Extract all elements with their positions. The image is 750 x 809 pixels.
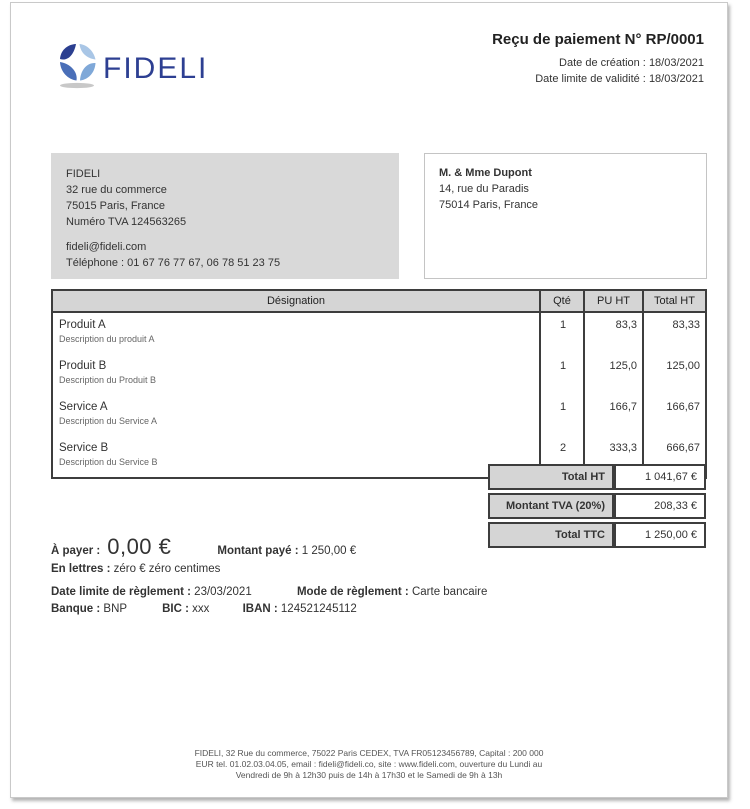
item-name: Produit B (59, 360, 107, 372)
item-name: Produit A (59, 319, 106, 331)
customer-address-line1: 14, rue du Paradis (439, 183, 529, 195)
seller-address-box (51, 153, 399, 279)
amount-in-words-label: En lettres : (51, 563, 111, 575)
payment-mode-label: Mode de règlement : (296, 586, 409, 598)
item-designation-cell (52, 436, 540, 478)
bank-label: Banque : (51, 603, 101, 615)
creation-date-value: 18/03/2021 (648, 57, 704, 69)
item-pu: 83,3 (584, 312, 643, 354)
footer-line-3: Vendredi de 9h à 12h30 puis de 14h à 17h30 et le Samedi de 9h à 13h (235, 770, 503, 780)
company-logo (57, 41, 208, 94)
footer-line-1: FIDELI, 32 Rue du commerce, 75022 Paris CEDEX, TVA FR05123456789, Capital : 200 000 (194, 748, 544, 758)
item-name: Service B (59, 442, 109, 454)
col-total-ht: Total HT (643, 290, 706, 312)
payment-mode-group (297, 586, 487, 598)
seller-tva: Numéro TVA 124563265 (66, 216, 187, 228)
amount-in-words-value: zéro € zéro centimes (113, 563, 221, 575)
item-description: Description du Service A (59, 416, 158, 426)
totals-row (488, 493, 706, 519)
amount-due-value: 0,00 € (107, 534, 172, 559)
total-label: Total HT (488, 464, 614, 490)
amount-paid-value: 1 250,00 € (301, 545, 357, 557)
seller-name: FIDELI (66, 168, 101, 180)
bic-group (162, 603, 213, 615)
item-qty: 2 (540, 436, 584, 478)
footer-line-2: EUR tel. 01.02.03.04.05, email : fideli@fideli.co, site : www.fideli.com, ouverture du Lundi au (195, 759, 543, 769)
col-designation: Désignation (52, 290, 540, 312)
amount-paid-group (217, 545, 356, 557)
item-designation-cell (52, 395, 540, 436)
item-description: Description du produit A (59, 334, 155, 344)
swirl-logo-icon (57, 41, 99, 94)
table-row (52, 354, 706, 395)
seller-address-line2: 75015 Paris, France (66, 200, 166, 212)
item-pu: 166,7 (584, 395, 643, 436)
item-name: Service A (59, 401, 108, 413)
table-row (52, 395, 706, 436)
page-title: Reçu de paiement N° RP/0001 (492, 31, 704, 48)
total-value: 1 041,67 € (614, 464, 706, 490)
customer-name: M. & Mme Dupont (439, 167, 532, 179)
total-value: 208,33 € (614, 493, 706, 519)
validity-date-label: Date limite de validité : (535, 73, 646, 85)
total-label: Total TTC (488, 522, 614, 548)
seller-email: fideli@fideli.com (66, 241, 147, 253)
item-total: 83,33 (643, 312, 706, 354)
col-qty: Qté (540, 290, 584, 312)
items-table-header (52, 290, 706, 312)
col-pu-ht: PU HT (584, 290, 643, 312)
iban-value: 124521245112 (280, 603, 357, 615)
item-total: 166,67 (643, 395, 706, 436)
item-qty: 1 (540, 395, 584, 436)
amount-due-line (51, 534, 611, 560)
total-label: Montant TVA (20%) (488, 493, 614, 519)
payment-deadline-value: 23/03/2021 (194, 586, 252, 598)
item-designation-cell (52, 354, 540, 395)
amount-due-label: À payer : (51, 545, 101, 557)
payment-mode-value: Carte bancaire (411, 586, 488, 598)
item-pu: 333,3 (584, 436, 643, 478)
bank-details-line (51, 603, 611, 615)
footer (11, 748, 727, 781)
creation-date-label: Date de création : (559, 57, 646, 69)
validity-date-value: 18/03/2021 (648, 73, 704, 85)
total-value: 1 250,00 € (614, 522, 706, 548)
amount-paid-label: Montant payé : (217, 545, 299, 557)
seller-address-line1: 32 rue du commerce (66, 184, 167, 196)
items-table-body (52, 312, 706, 478)
items-header-row (52, 290, 706, 312)
iban-label: IBAN : (242, 603, 278, 615)
customer-address-line2: 75014 Paris, France (439, 199, 539, 211)
validity-date-line (492, 71, 704, 87)
table-row (52, 312, 706, 354)
document-dates (492, 55, 704, 87)
item-qty: 1 (540, 312, 584, 354)
item-description: Description du Service B (59, 457, 158, 467)
bank-value: BNP (103, 603, 127, 615)
seller-phone: Téléphone : 01 67 76 77 67, 06 78 51 23 75 (66, 257, 281, 269)
bic-value: xxx (192, 603, 210, 615)
bic-label: BIC : (162, 603, 189, 615)
item-total: 125,00 (643, 354, 706, 395)
item-description: Description du Produit B (59, 375, 157, 385)
iban-group (243, 603, 357, 615)
item-qty: 1 (540, 354, 584, 395)
document-header (492, 31, 704, 87)
item-total: 666,67 (643, 436, 706, 478)
amount-in-words-line (51, 563, 611, 575)
item-designation-cell (52, 312, 540, 354)
customer-address-box (424, 153, 707, 279)
payment-section (51, 534, 611, 615)
seller-contact (66, 239, 384, 271)
receipt-page (10, 2, 728, 798)
payment-deadline-label: Date limite de règlement : (51, 586, 191, 598)
creation-date-line (492, 55, 704, 71)
totals-row (488, 464, 706, 490)
items-table (51, 289, 707, 479)
item-pu: 125,0 (584, 354, 643, 395)
payment-terms-line (51, 586, 611, 598)
logo-text: FIDELI (103, 51, 209, 85)
